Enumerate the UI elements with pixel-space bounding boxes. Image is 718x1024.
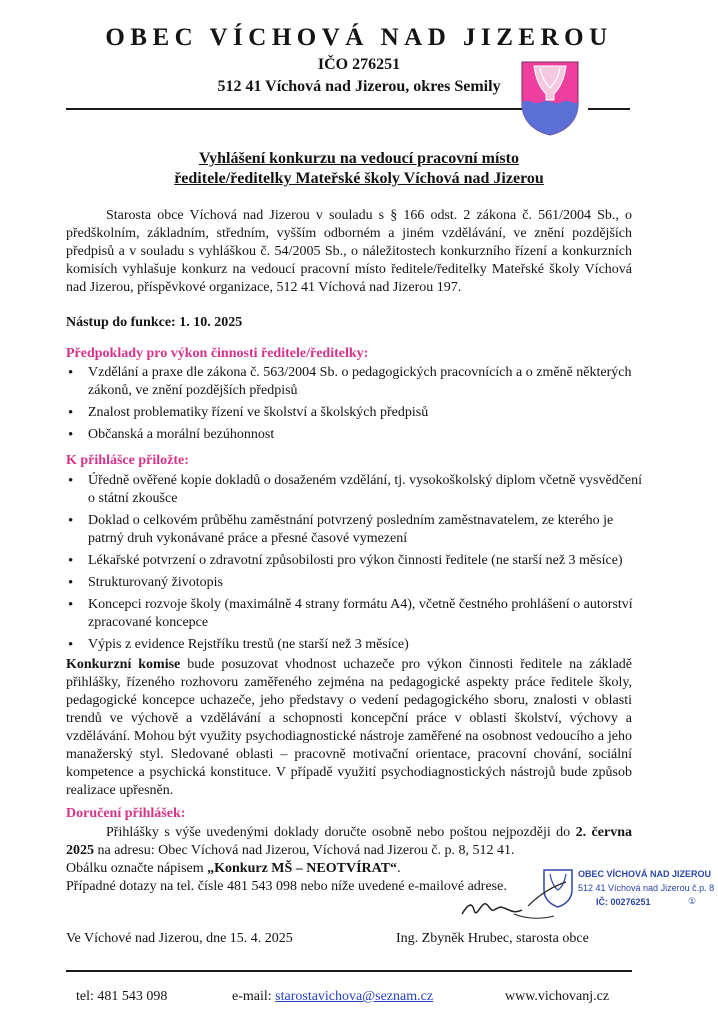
municipality-title: OBEC VÍCHOVÁ NAD JIZEROU: [105, 24, 613, 51]
envelope-suffix: .: [397, 861, 401, 876]
list-item: • Úředně ověřené kopie dokladů o dosaženém vzdělání, tj. vysokoškolský diplom včetně vysvědčení o státní zkoušce: [66, 472, 646, 508]
stamp-line1: OBEC VÍCHOVÁ NAD JIZEROU: [578, 869, 712, 879]
announcement-heading-line2: ředitele/ředitelky Mateřské školy Víchová nad Jizerou: [174, 170, 544, 187]
header-rule-right: [588, 108, 630, 110]
handwritten-signature: [458, 880, 568, 926]
list-item: • Doklad o celkovém průběhu zaměstnání potvrzený posledním zaměstnavatelem, ze kterého je patrný druh vykonávané práce a přesné časové vymezení: [66, 512, 646, 548]
commission-label: Konkurzní komise: [66, 657, 181, 672]
commission-text: bude posuzovat vhodnost uchazeče pro výkon činnosti ředitele na základě přihlášky, řízeného rozhovoru zaměřeného zejména na pedagogické aspekty práce ředitele školy, pedagogické koncepce uchazeče, jeho představy o vedení pedagogického sboru, znalosti v oblasti trendů ve výchově a vzdělávání a schopnosti koncepční práce v oblasti školství, výchovy a vzdělávání. Mohou být využity psychodiagnostické nástroje zaměřené na osobnost vedoucího a jeho manažerský styl. Sledované oblasti – pracovně motivační orientace, pracovní chování, sociální kompetence a psychická konstituce. V případě využití psychodiagnostických nástrojů bude způsob realizace upřesněn.: [66, 657, 632, 798]
footer-phone: tel: 481 543 098: [76, 989, 168, 1004]
requirements-list: [66, 364, 646, 448]
attachments-list: [66, 472, 646, 658]
footer-rule: [66, 970, 632, 972]
commission-paragraph: [66, 656, 632, 800]
envelope-mark: „Konkurz MŠ – NEOTVÍRAT“: [207, 861, 398, 876]
announcement-heading-line1: Vyhlášení konkurzu na vedoucí pracovní místo: [199, 150, 519, 167]
list-item: • Koncepci rozvoje školy (maximálně 4 strany formátu A4), včetně čestného prohlášení o autorství zpracované koncepce: [66, 596, 646, 632]
delivery-deadline: 2. června 2025: [66, 825, 632, 858]
list-item: • Lékařské potvrzení o zdravotní způsobilosti pro výkon činnosti ředitele (ne starší než 3 měsíce): [66, 552, 646, 570]
intro-paragraph: Starosta obce Víchová nad Jizerou v souladu s § 166 odst. 2 zákona č. 561/2004 Sb., o předškolním, základním, středním, vyšším odborném a jiném vzdělávání, ve znění pozdějších předpisů a v souladu s vyhláškou č. 54/2005 Sb., o náležitostech konkurzního řízení a konkurzních komisích vyhlašuje konkurz na vedoucí pracovní místo ředitele/ředitelky Mateřské školy Víchová nad Jizerou, příspěvkové organizace, 512 41 Víchová nad Jizerou 197.: [66, 208, 632, 295]
header-rule: [66, 108, 562, 110]
place-date: Ve Víchové nad Jizerou, dne 15. 4. 2025: [66, 931, 293, 946]
email-link[interactable]: starostavichova@seznam.cz: [275, 989, 434, 1004]
footer-email: [232, 989, 433, 1005]
coat-of-arms-icon: [520, 60, 580, 136]
municipality-address: 512 41 Víchová nad Jizerou, okres Semily: [217, 78, 501, 95]
delivery-text-a: Přihlášky s výše uvedenými doklady doručte osobně nebo poštou nejpozději do: [106, 825, 576, 840]
list-item: • Vzdělání a praxe dle zákona č. 563/2004 Sb. o pedagogických pracovnících a o změně některých zákonů, ve znění pozdějších předpisů: [66, 364, 646, 400]
stamp-line2: 512 41 Víchová nad Jizerou č.p. 8: [578, 883, 715, 893]
requirements-heading: Předpoklady pro výkon činnosti ředitele/ředitelky:: [66, 346, 369, 361]
list-item: • Strukturovaný životopis: [66, 574, 646, 592]
start-date: Nástup do funkce: 1. 10. 2025: [66, 315, 243, 330]
stamp-line3: IČ: 00276251: [596, 897, 651, 907]
company-id: IČO 276251: [317, 56, 401, 73]
footer-email-label: e-mail:: [232, 989, 276, 1004]
list-item: • Občanská a morální bezúhonnost: [66, 426, 646, 444]
envelope-prefix: Obálku označte nápisem: [66, 861, 208, 876]
delivery-text-b: na adresu: Obec Víchová nad Jizerou, Víchová nad Jizerou č. p. 8, 512 41.: [94, 843, 515, 858]
stamp-number: ①: [688, 896, 697, 906]
delivery-paragraph: [66, 824, 632, 860]
website-link[interactable]: www.vichovanj.cz: [505, 989, 610, 1004]
list-item: • Znalost problematiky řízení ve školství a školských předpisů: [66, 404, 646, 422]
signer-name: Ing. Zbyněk Hrubec, starosta obce: [396, 931, 589, 946]
delivery-heading: Doručení přihlášek:: [66, 806, 186, 821]
questions-line: Případné dotazy na tel. čísle 481 543 098 nebo níže uvedené e-mailové adrese.: [66, 879, 507, 894]
list-item: • Výpis z evidence Rejstříku trestů (ne starší než 3 měsíce): [66, 636, 646, 654]
attachments-heading: K přihlášce přiložte:: [66, 453, 189, 468]
